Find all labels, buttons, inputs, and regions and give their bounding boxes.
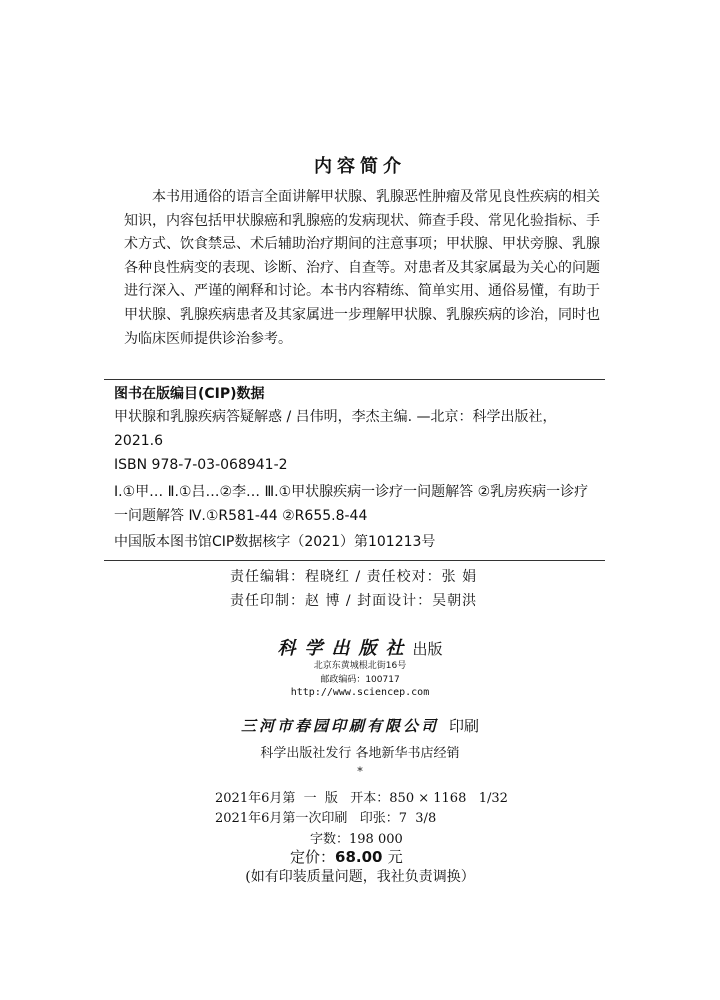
publisher-url: http://www.sciencep.com [290, 687, 430, 698]
word-count: 字数：198 000 [310, 832, 403, 847]
publisher-name: 科学出版社 [277, 638, 413, 659]
edition-line: 2021年6月第 一 版 开本：850 × 1168 1/32 [215, 791, 508, 806]
cip-top-rule [104, 379, 605, 380]
cip-bottom-rule [104, 560, 605, 561]
distribution-line: 科学出版社发行 各地新华书店经销 [260, 746, 460, 761]
price-label: 定价： [290, 848, 336, 866]
printer-line [0, 715, 720, 736]
publisher-address: 北京东黄城根北街16号 [313, 661, 407, 671]
publisher-line [0, 634, 720, 660]
publisher-suffix: 出版 [412, 640, 443, 658]
printer-suffix: 印刷 [449, 717, 480, 735]
printing-line: 2021年6月第一次印刷 印张：7 3/8 [215, 811, 437, 826]
separator-asterisk: * [357, 765, 363, 778]
publisher-postcode: 邮政编码：100717 [320, 675, 400, 685]
price-value: 68.00 [335, 848, 383, 866]
quality-notice: (如有印装质量问题，我社负责调换） [245, 869, 475, 885]
price-unit: 元 [387, 848, 403, 866]
intro-title: 内容简介 [314, 156, 406, 177]
cip-isbn: ISBN 978-7-03-068941-2 [114, 457, 288, 473]
price-line [290, 846, 403, 867]
credits-print-line: 责任印制：赵 博 / 封面设计：吴朝洪 [230, 593, 478, 609]
printer-name: 三河市春园印刷有限公司 [240, 717, 439, 735]
cip-heading: 图书在版编目(CIP)数据 [114, 386, 265, 402]
cip-main-entry: 甲状腺和乳腺疾病答疑解惑 / 吕伟明，李杰主编. —北京：科学出版社，2021.6 [114, 409, 557, 449]
cip-classification: Ⅰ.①甲… Ⅱ.①吕…②李… Ⅲ.①甲状腺疾病一诊疗一问题解答 ②乳房疾病一诊疗一问题解答 Ⅳ.①R581-44 ②R655.8-44 [114, 484, 589, 524]
cip-record-number: 中国版本图书馆CIP数据核字（2021）第101213号 [114, 534, 436, 550]
intro-body: 本书用通俗的语言全面讲解甲状腺、乳腺恶性肿瘤及常见良性疾病的相关知识，内容包括甲状腺癌和乳腺癌的发病现状、筛查手段、常见化验指标、手术方式、饮食禁忌、术后辅助治疗期间的注意事项；甲状腺、甲状旁腺、乳腺各种良性病变的表现、诊断、治疗、自查等。对患者及其家属最为关心的问题进行深入、严谨的阐释和讨论。本书内容精练、简单实用、通俗易懂，有助于甲状腺、乳腺疾病患者及其家属进一步理解甲状腺、乳腺疾病的诊治，同时也为临床医师提供诊治参考。 [124, 189, 600, 347]
credits-editor-line: 责任编辑：程晓红 / 责任校对：张 娟 [230, 569, 478, 585]
